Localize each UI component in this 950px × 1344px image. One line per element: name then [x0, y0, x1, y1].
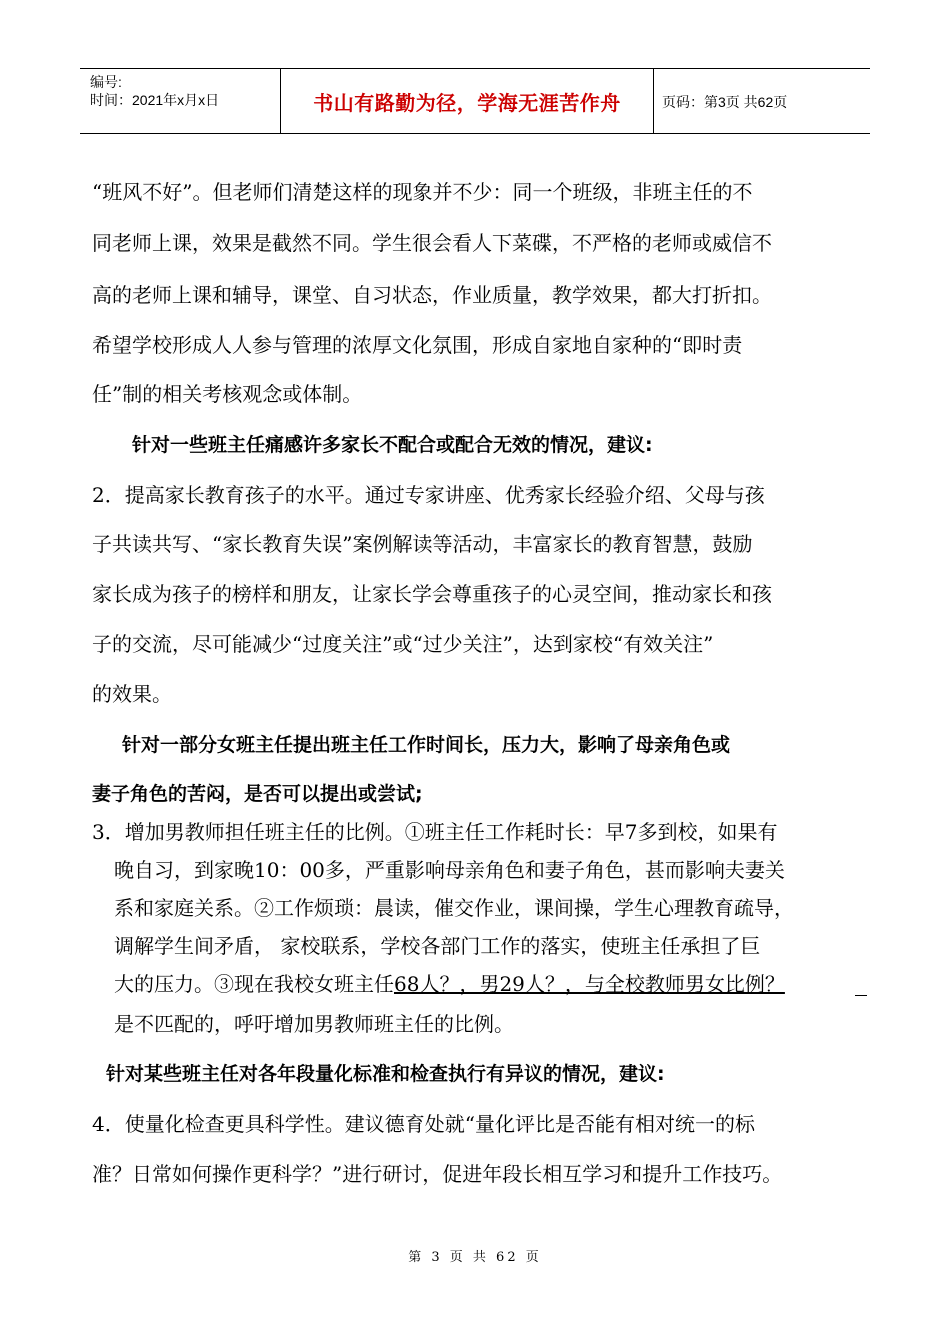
item-line: 3．增加男教师担任班主任的比例。①班主任工作耗时长：早7多到校，如果有 [92, 820, 778, 844]
item-line: 准？日常如何操作更科学？”进行研讨，促进年段长相互学习和提升工作技巧。 [92, 1162, 783, 1186]
item-line [114, 972, 785, 996]
section-heading: 针对一部分女班主任提出班主任工作时间长，压力大，影响了母亲角色或 [122, 734, 731, 756]
item-line: 调解学生间矛盾， 家校联系，学校各部门工作的落实，使班主任承担了巨 [114, 934, 761, 958]
document-date: 时间：2021年x月x日 [90, 92, 220, 108]
underline-extension [855, 995, 867, 996]
paragraph-line: 高的老师上课和辅导，课堂、自习状态，作业质量，教学效果，都大打折扣。 [92, 283, 772, 307]
item-line: 4．使量化检查更具科学性。建议德育处就“量化评比是否能有相对统一的标 [92, 1112, 755, 1136]
item-line: 子共读共写、“家长教育失误”案例解读等活动，丰富家长的教育智慧，鼓励 [92, 532, 753, 556]
header-meta [80, 69, 281, 133]
item-line: 系和家庭关系。②工作烦琐：晨读，催交作业，课间操，学生心理教育疏导， [114, 896, 794, 920]
item-line: 是不匹配的，呼吁增加男教师班主任的比例。 [114, 1012, 514, 1036]
section-heading: 妻子角色的苦闷，是否可以提出或尝试; [92, 783, 423, 805]
item-line: 2．提高家长教育孩子的水平。通过专家讲座、优秀家长经验介绍、父母与孩 [92, 483, 765, 507]
page-footer: 第 3 页 共 62 页 [408, 1250, 542, 1265]
item-text: 大的压力。③现在我校女班主任 [114, 972, 394, 996]
item-line: 晚自习，到家晚10：00多，严重影响母亲角色和妻子角色，甚而影响夫妻关 [114, 858, 785, 882]
header-page-info: 页码：第3页 共62页 [662, 94, 788, 110]
paragraph-line: 同老师上课，效果是截然不同。学生很会看人下菜碟，不严格的老师或威信不 [92, 231, 772, 255]
section-heading: 针对一些班主任痛感许多家长不配合或配合无效的情况，建议: [132, 434, 653, 456]
page-header [80, 68, 870, 134]
item-line: 家长成为孩子的榜样和朋友，让家长学会尊重孩子的心灵空间，推动家长和孩 [92, 582, 772, 606]
underlined-statistics: 68人？，男29人？，与全校教师男女比例？ [394, 972, 785, 996]
item-line: 子的交流，尽可能减少“过度关注”或“过少关注”，达到家校“有效关注” [92, 632, 714, 656]
item-line: 的效果。 [92, 682, 172, 706]
header-motto: 书山有路勤为径，学海无涯苦作舟 [281, 69, 654, 133]
section-heading: 针对某些班主任对各年段量化标准和检查执行有异议的情况，建议: [106, 1063, 665, 1085]
paragraph-line: 任”制的相关考核观念或体制。 [92, 382, 363, 406]
paragraph-line: “班风不好”。但老师们清楚这样的现象并不少：同一个班级，非班主任的不 [92, 180, 753, 204]
paragraph-line: 希望学校形成人人参与管理的浓厚文化氛围，形成自家地自家种的“即时责 [92, 333, 743, 357]
document-number-label: 编号: [90, 74, 122, 90]
